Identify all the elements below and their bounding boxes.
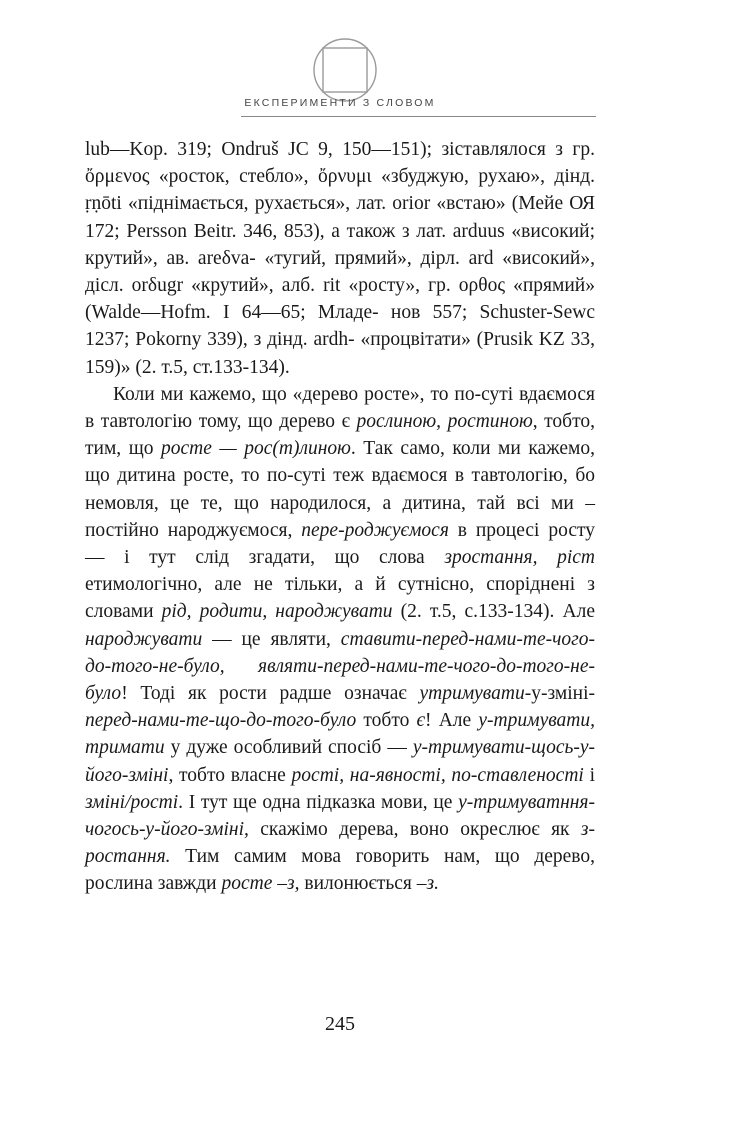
text-run: Тим самим мова говорить нам, що дерево, рослина завжди [85,846,595,895]
text-run: Коли ми кажемо, що «дерево росте», то по-суті вдаємося в тавтологію тому, що дерево є [85,383,595,433]
emblem-icon [312,37,378,103]
text-run: тобто [356,710,417,732]
page-number: 245 [325,1013,355,1035]
italic-run: зростання, ріст [444,547,595,569]
italic-run: у-тримувати-щось-у-його-зміні [85,737,595,786]
text-run: ! Але [425,710,479,732]
paragraph-continuation: lub—Kop. 319; Ondruš JC 9, 150—151); зіставлялося з гр. ὄρμενος «росток, стебло», ὄρνυμι «збуджую, рухаю», дінд. ṛṇōti «піднімається, рухається», лат. orior «встаю» (Мейе ОЯ 172; Persson Beitr. 346, 853), а також з лат. arduus «високий; крутий», ав. areδva- «тугий, прямий», дірл. ard «високий», дісл. orδugr «крутий», алб. rit «росту», гр. ορθος «прямий» (Walde—Hofm. I 64—65; Младе- нов 557; Schuster-Sewc 1237; Pokorny 339), з дінд. ardh- «процвітати» (Prusik KZ 33, 159)» (2. т.5, ст.133-134). [85,139,595,378]
italic-run: є [416,710,426,732]
italic-run: –з. [416,873,440,895]
text-run: . І тут ще одна підказка мови, це [178,791,459,813]
italic-run: утримувати [419,683,525,705]
italic-run: перед-нами-те-що-до-того-було [85,710,357,732]
text-run: , тобто, тим, що [85,411,595,460]
text-run: , тобто власне [168,764,292,786]
paragraph-main [85,381,595,898]
italic-run: росте –з, [221,873,300,895]
italic-run: у-тримуватння-чогось-у-його-зміні, [85,791,595,841]
text-run: етимологічно, але не тільки, а й сутнісно, споріднені з словами [85,574,595,623]
header-rule [241,116,596,117]
text-run: вилонюється [299,873,417,895]
italic-run: народжувати [85,628,203,650]
text-run: і [583,764,595,786]
text-run: у дуже особливий спосіб — [164,737,413,759]
italic-run: з-ростання. [85,819,595,868]
italic-run: росте — рос(т)линою [160,438,351,460]
italic-run: рості, на-явності, по-ставленості [291,764,584,786]
text-run: — це являти, [202,628,341,650]
text-run: скажімо дерева, воно окреслює як [248,819,581,841]
italic-run: зміні/рості [85,791,179,813]
text-run: . Так само, коли ми кажемо, що дитина росте, то по-суті теж вдаємося в тавтологію, бо немовля, це те, що народилося, а дитина, тай всі ми – постійно народжуємося, [85,438,595,541]
italic-run: ставити-перед-нами-те-чого-до-того-не-було, являти-перед-нами-те-чого-до-того-не-було [85,628,595,705]
italic-run: рослиною, ростиною [356,411,533,433]
italic-run: рід, родити, народжувати [161,601,393,623]
text-run: (2. т.5, с.133-134). Але [392,601,595,623]
italic-run: пере-роджуємося [301,519,449,541]
text-run: в процесі росту — і тут слід згадати, що слова [85,519,595,569]
text-run: -у-зміні- [524,683,595,705]
page-body [85,136,595,898]
italic-run: у-тримувати, тримати [85,710,596,759]
text-run: ! Тоді як рости радше означає [121,683,420,705]
running-head: ЕКСПЕРИМЕНТИ З СЛОВОМ [244,97,436,109]
